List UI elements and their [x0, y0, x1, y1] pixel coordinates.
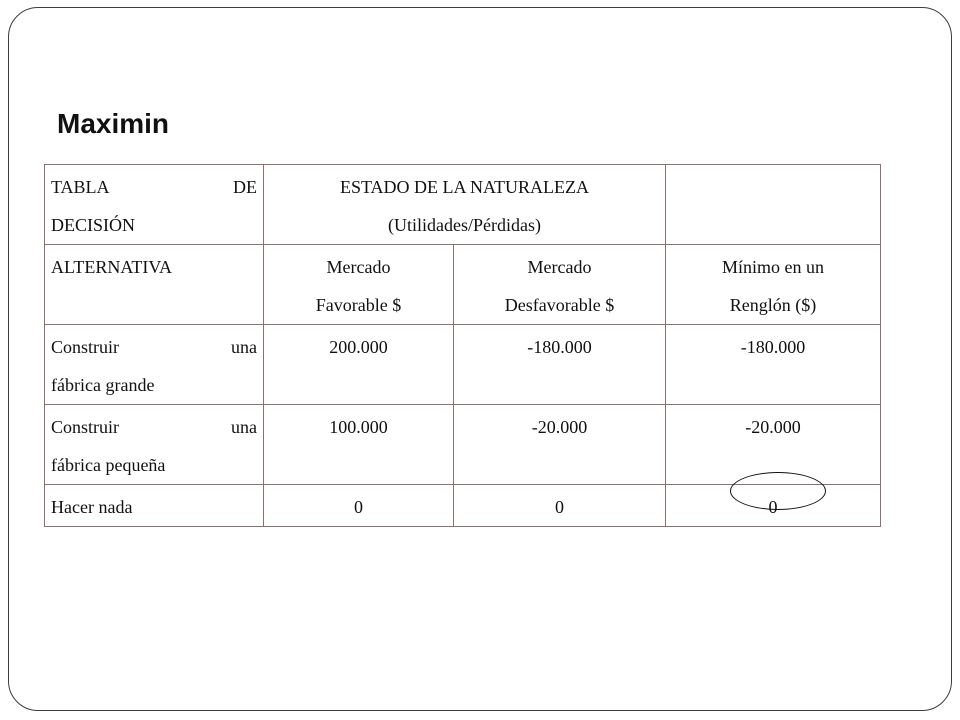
alternative-text: Construir	[51, 337, 120, 357]
alternative-cell	[45, 405, 264, 485]
subheader-text: Desfavorable $	[504, 295, 615, 315]
subheader-text: Mercado	[527, 257, 592, 277]
row-minimum-cell-maximin: 0	[666, 485, 881, 527]
subheader-text: ALTERNATIVA	[51, 257, 173, 277]
subheader-cell-unfavorable	[454, 245, 666, 325]
subheader-cell-favorable	[264, 245, 454, 325]
header-text: TABLA	[51, 177, 110, 197]
table-row	[45, 325, 881, 405]
subheader-text: Mercado	[326, 257, 391, 277]
slide-title: Maximin	[57, 108, 170, 139]
favorable-value-cell: 100.000	[264, 405, 454, 485]
table-row	[45, 405, 881, 485]
table-header-row	[45, 165, 881, 245]
maximin-highlight-circle	[730, 472, 826, 510]
decision-table	[44, 164, 881, 527]
alternative-text: fábrica pequeña	[51, 455, 166, 475]
row-minimum-cell: -180.000	[666, 325, 881, 405]
header-text: ESTADO DE LA NATURALEZA	[339, 177, 590, 197]
header-cell-decision-table	[45, 165, 264, 245]
alternative-text: fábrica grande	[51, 375, 155, 395]
header-text: (Utilidades/Pérdidas)	[388, 215, 541, 235]
header-cell-state-of-nature	[264, 165, 666, 245]
favorable-value-cell: 200.000	[264, 325, 454, 405]
alternative-cell	[45, 325, 264, 405]
alternative-text: una	[231, 417, 257, 437]
subheader-cell-alternative	[45, 245, 264, 325]
subheader-text: Renglón ($)	[729, 295, 817, 315]
row-minimum-cell: -20.000	[666, 405, 881, 485]
header-text: DE	[233, 177, 257, 197]
subheader-text: Favorable $	[315, 295, 402, 315]
subheader-cell-row-minimum	[666, 245, 881, 325]
alternative-cell: Hacer nada	[45, 485, 264, 527]
unfavorable-value-cell: -20.000	[454, 405, 666, 485]
header-text: DECISIÓN	[51, 215, 135, 235]
favorable-value-cell: 0	[264, 485, 454, 527]
header-cell-empty	[666, 165, 881, 245]
alternative-text: una	[231, 337, 257, 357]
subheader-text: Mínimo en un	[722, 257, 824, 277]
alternative-text: Construir	[51, 417, 120, 437]
table-subheader-row	[45, 245, 881, 325]
unfavorable-value-cell: 0	[454, 485, 666, 527]
unfavorable-value-cell: -180.000	[454, 325, 666, 405]
